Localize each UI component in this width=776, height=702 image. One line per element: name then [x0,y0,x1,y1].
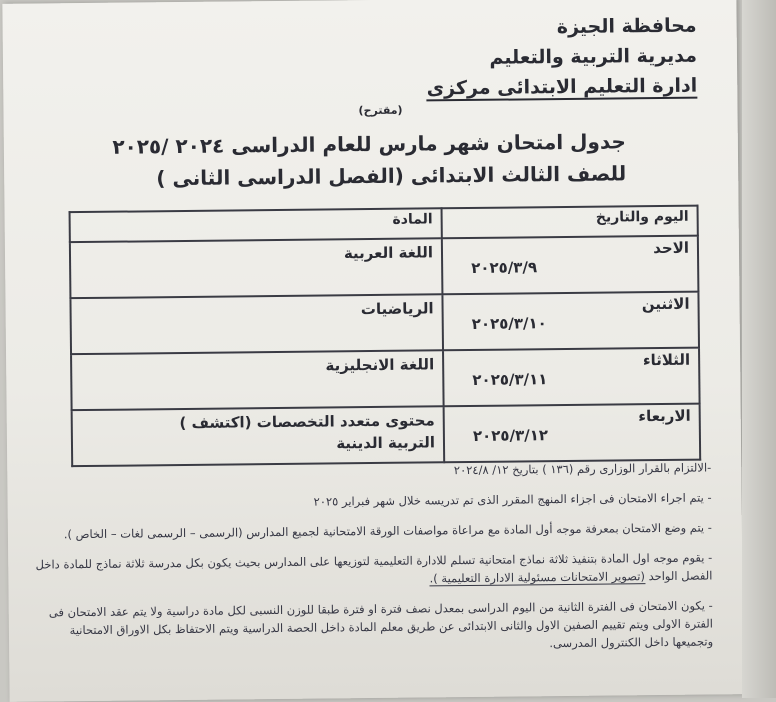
notes-section [31,458,713,669]
exam-date: ٢٠٢٥/٣/١٠ [471,314,547,333]
subject-cell [71,350,444,410]
day-cell [444,404,701,463]
header-day-date: اليوم والتاريخ [442,206,698,239]
title-line-1: جدول امتحان شهر مارس للعام الدراسى ٢٠٢٤ /٢٠٢٥ [112,129,626,159]
suggested-label: (مقترح) [358,103,403,118]
note-item [32,548,712,591]
subject-cell [70,238,443,298]
table-row [70,292,699,355]
note-item [33,596,714,657]
subject-cell [70,294,443,354]
title-line-2: للصف الثالث الابتدائى (الفصل الدراسى الثانى ) [156,161,627,191]
subject-cell [72,406,445,466]
note-item [32,518,712,543]
note-underlined-text: (تصوير الامتحانات مسئولية الادارة التعليمية ). [429,569,645,586]
note-text: - يتم اجراء الامتحان فى اجزاء المنهج المقرر الذى تم تدريسه خلال شهر فبراير ٢٠٢٥ [313,490,712,509]
administration-text: ادارة التعليم الابتدائى مركزى [426,74,698,100]
document-header [426,11,698,104]
table-row [71,348,700,411]
governorate-title: محافظة الجيزة [556,14,697,39]
background-surface [742,0,776,698]
subject-name: اللغة الانجليزية [325,355,435,375]
day-name: الاحد [653,238,690,258]
exam-schedule-table [69,205,702,468]
day-cell [443,348,700,407]
exam-schedule-document [2,0,743,702]
directorate-title: مديرية التربية والتعليم [489,44,698,69]
subject-name: اللغة العربية [343,243,434,263]
header-subject: المادة [70,208,442,242]
document-title [112,125,626,194]
day-name: الثلاثاء [642,350,691,370]
note-text: - يكون الامتحان فى الفترة الثانية من اليوم الدراسى بمعدل نصف فترة او فترة طبقا للوزن النسبى لكل مادة دراسية ولا يتم عقد الامتحان فى الفترة الاولى ويتم تقييم الصفين الاول والثانى الابتدائى عن طريق معلم المادة داخل الحصة الدراسية ويتم الاحتفاظ بكل الاوراق الامتحانية وتجميعها داخل الكنترول المدرسى. [48,598,714,651]
subject-name-secondary: التربية الدينية [336,433,436,453]
administration-title [427,71,698,104]
day-name: الاثنين [641,294,690,314]
subject-name: محتوى متعدد التخصصات (اكتشف ) [179,411,435,433]
table-row [72,404,701,467]
subject-name: الرياضيات [360,299,434,319]
note-item [32,488,712,513]
day-name: الاربعاء [638,406,691,426]
exam-date: ٢٠٢٥/٣/١١ [472,370,548,389]
exam-date: ٢٠٢٥/٣/٩ [471,258,538,277]
day-cell [442,236,699,295]
note-text: - يقوم موجه اول المادة بتنفيذ ثلاثة نماذج امتحانية تسلم للادارة التعليمية لتوزيعها على المدارس بحيث يكون بكل مدرسة ثلاثة نماذج للمادة داخل الفصل الواحد [35,550,713,584]
day-cell [442,292,699,351]
note-text: -الالتزام بالقرار الوزارى رقم (١٣٦ ) بتاريخ ١٢/ ٢٠٢٤/٨ [453,460,712,478]
exam-date: ٢٠٢٥/٣/١٢ [472,426,549,445]
note-text: - يتم وضع الامتحان بمعرفة موجه أول المادة مع مراعاة مواصفات الورقة الامتحانية لجميع المدارس (الرسمى – الرسمى لغات – الخاص ). [63,520,712,542]
table-row [70,236,699,299]
